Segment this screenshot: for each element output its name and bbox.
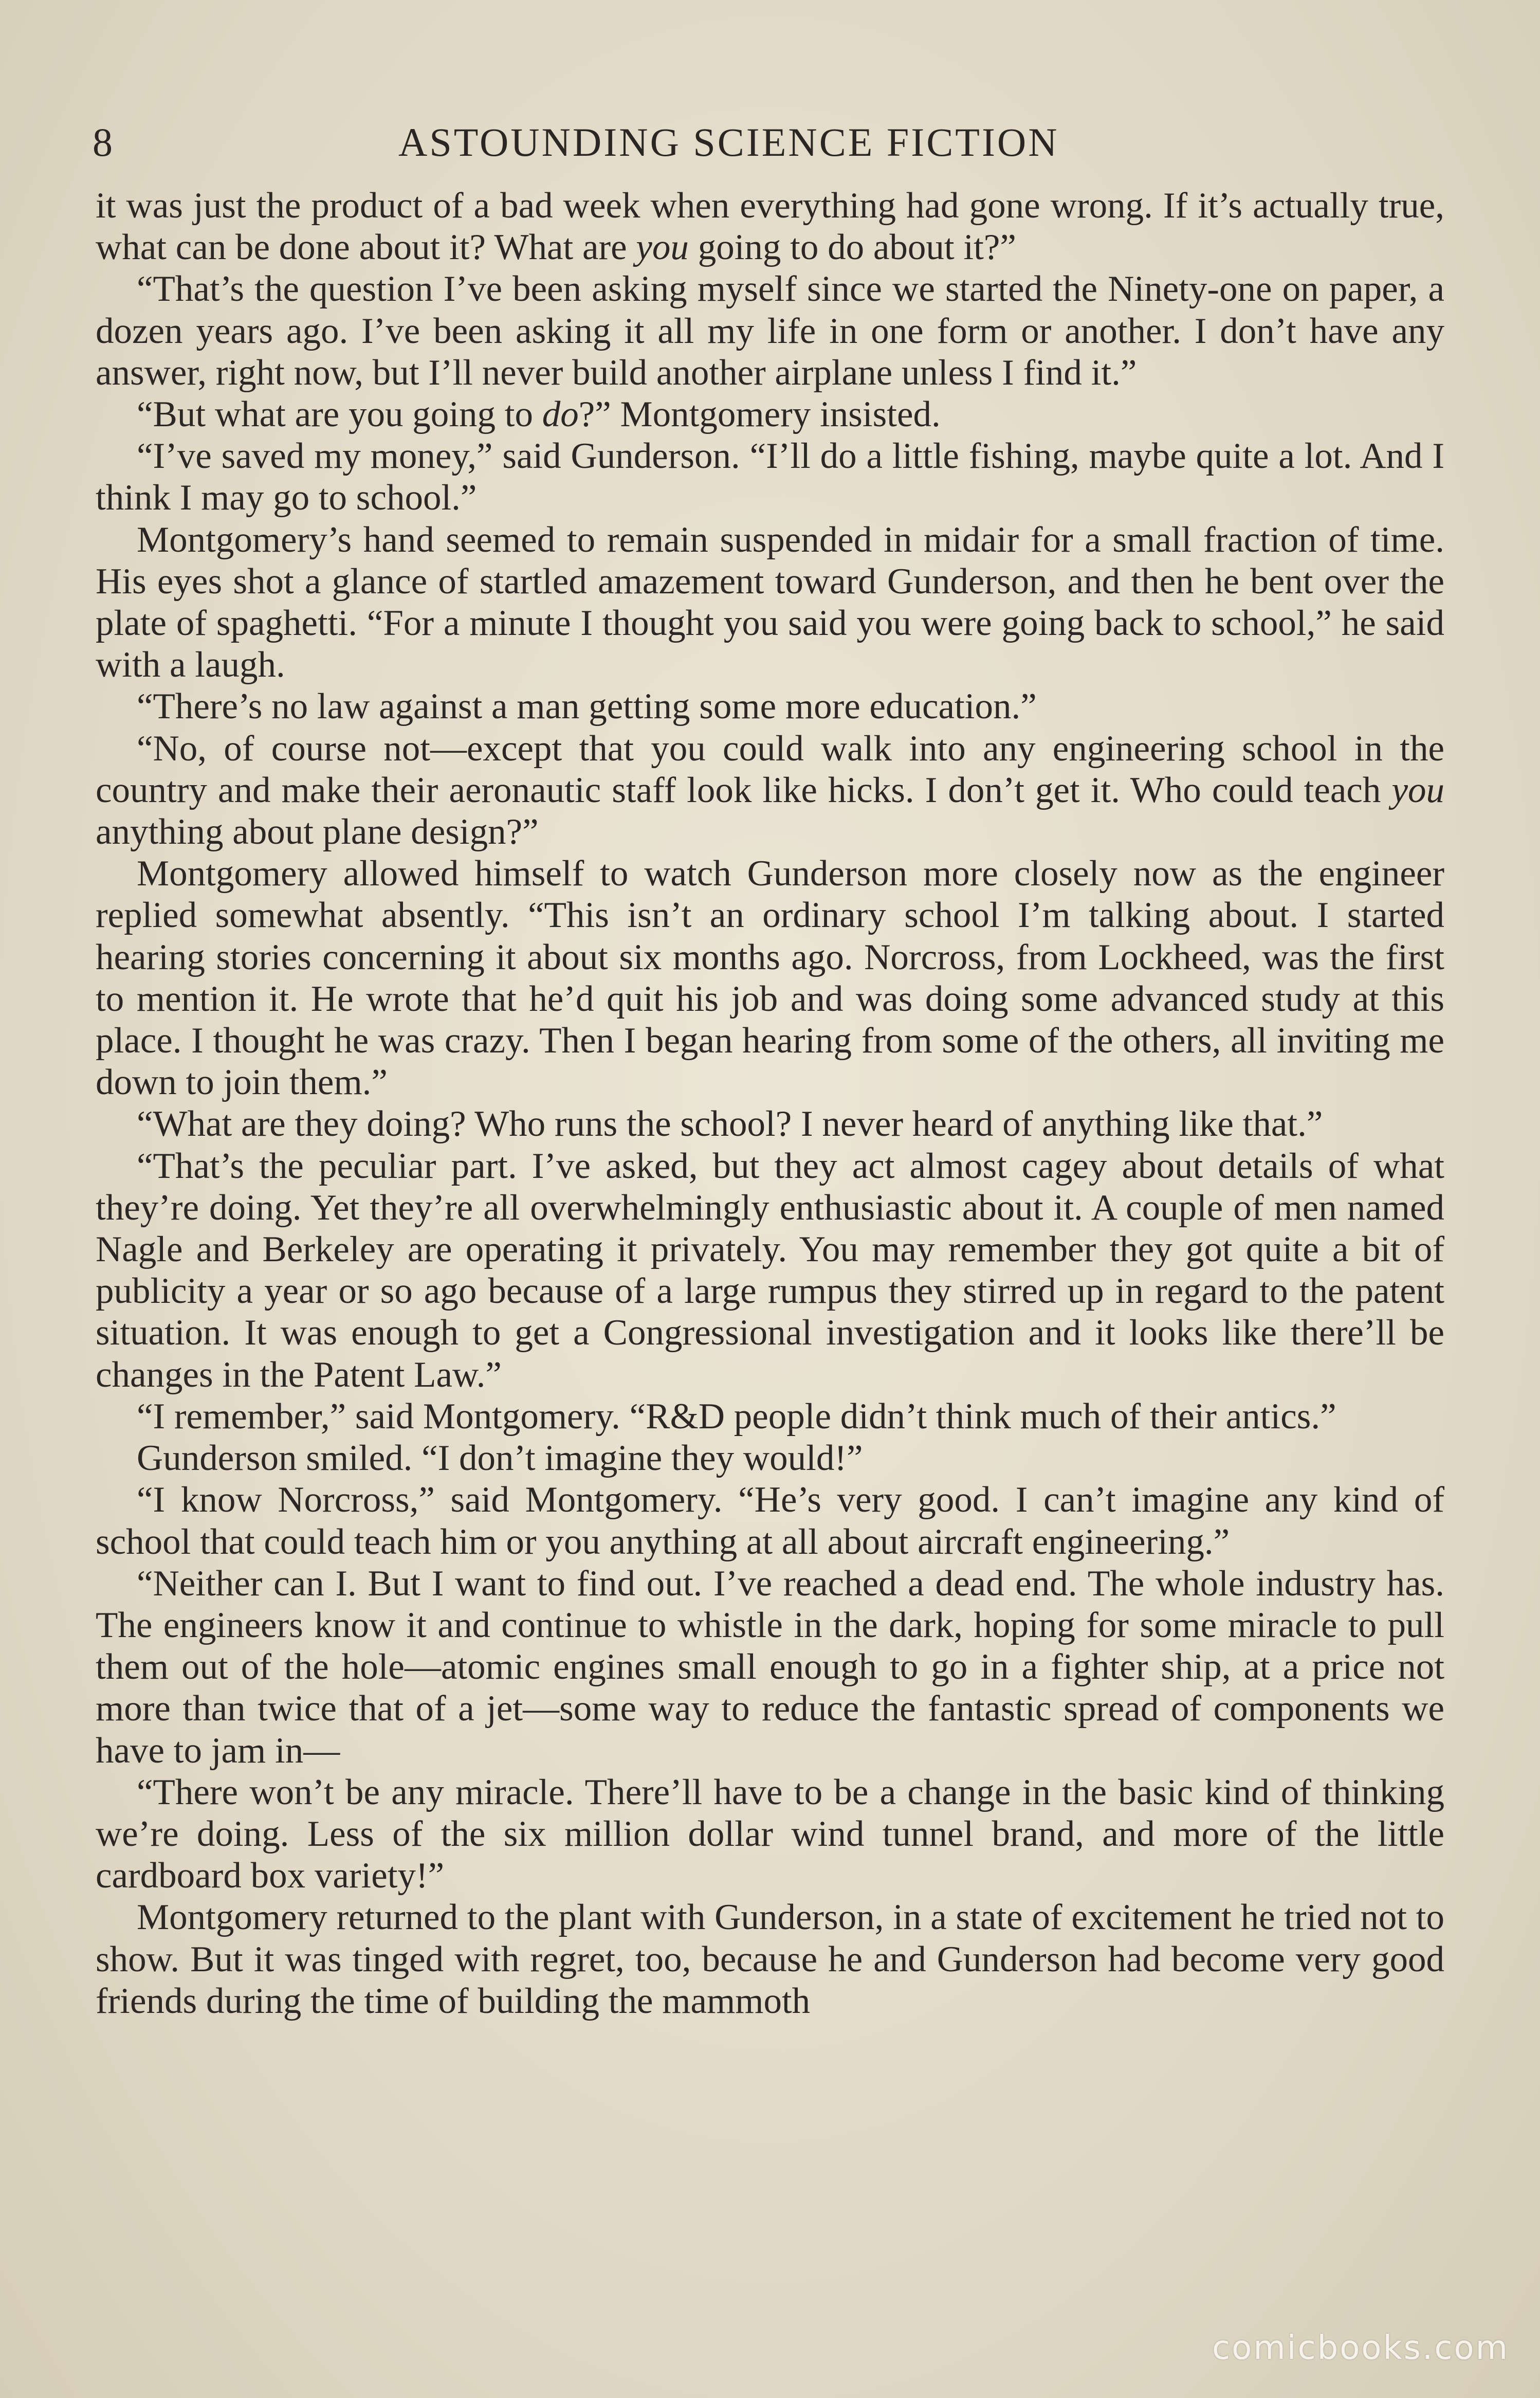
paragraph-text: “I remember,” said Montgomery. “R&D people didn’t think much of their antics.” bbox=[137, 1396, 1336, 1437]
story-paragraph bbox=[96, 1479, 1444, 1563]
emphasized-word: do bbox=[542, 394, 579, 435]
paragraph-text: Montgomery allowed himself to watch Gunderson more closely now as the engineer replied somewhat absently. “This isn’t an ordinary school I’m talking about. I started hearing stories concerning it about six months ago. Norcross, from Lockheed, was the first to mention it. He wrote that he’d quit his job and was doing some advanced study at this place. I thought he was crazy. Then I began hearing from some of the others, all inviting me down to join them.” bbox=[96, 853, 1444, 1103]
story-paragraph bbox=[96, 1897, 1444, 2022]
page-header bbox=[93, 109, 1450, 176]
paragraph-text: “There won’t be any miracle. There’ll have to be a change in the basic kind of thinking we’re doing. Less of the six million dollar wind tunnel brand, and more of the little cardboard box variety!” bbox=[96, 1772, 1444, 1896]
story-paragraph bbox=[96, 853, 1444, 1103]
paragraph-text: Gunderson smiled. “I don’t imagine they would!” bbox=[137, 1438, 863, 1479]
story-paragraph bbox=[96, 268, 1444, 394]
paragraph-text: “That’s the peculiar part. I’ve asked, but they act almost cagey about details of what they’re doing. Yet they’re all overwhelmingly enthusiastic about it. A couple of men named Nagle and Berkeley are operating it privately. You may remember they got quite a bit of publicity a year or so ago because of a large rumpus they stirred up in regard to the patent situation. It was enough to get a Congressional investigation and it looks like there’ll be changes in the Patent Law.” bbox=[96, 1146, 1444, 1395]
story-paragraph bbox=[96, 435, 1444, 519]
story-paragraph bbox=[96, 728, 1444, 853]
story-paragraph bbox=[96, 1146, 1444, 1396]
paragraph-text-continued: going to do about it?” bbox=[688, 227, 1016, 268]
story-paragraph bbox=[96, 1438, 1444, 1479]
story-paragraph bbox=[96, 394, 1444, 435]
paragraph-text: “There’s no law against a man getting some more education.” bbox=[137, 686, 1037, 727]
paragraph-text: Montgomery returned to the plant with Gunderson, in a state of excitement he tried not to show. But it was tinged with regret, too, because he and Gunderson had become very good friends during the time of building the mammoth bbox=[96, 1897, 1444, 2021]
emphasized-word: you bbox=[636, 227, 689, 268]
paragraph-text: “I’ve saved my money,” said Gunderson. “I’ll do a little fishing, maybe quite a lot. And I think I may go to school.” bbox=[96, 436, 1444, 518]
paragraph-text-continued: ?” Montgomery insisted. bbox=[578, 394, 941, 435]
story-paragraph bbox=[96, 1103, 1444, 1145]
paragraph-text: “I know Norcross,” said Montgomery. “He’s very good. I can’t imagine any kind of school that could teach him or you anything at all about aircraft engineering.” bbox=[96, 1480, 1444, 1562]
paragraph-text: Montgomery’s hand seemed to remain suspended in midair for a small fraction of time. His eyes shot a glance of startled amazement toward Gunderson, and then he bent over the plate of spaghetti. “For a minute I thought you said you were going back to school,” he said with a laugh. bbox=[96, 519, 1444, 685]
page-number: 8 bbox=[93, 120, 113, 165]
story-paragraph bbox=[96, 1563, 1444, 1772]
paragraph-text: “No, of course not—except that you could walk into any engineering school in the country and make their aeronautic staff look like hicks. I don’t get it. Who could teach bbox=[96, 728, 1444, 810]
story-text bbox=[96, 185, 1444, 2022]
paragraph-text: “But what are you going to bbox=[137, 394, 542, 435]
story-paragraph bbox=[96, 686, 1444, 728]
story-paragraph bbox=[96, 1772, 1444, 1897]
story-paragraph bbox=[96, 519, 1444, 686]
paragraph-text: “That’s the question I’ve been asking myself since we started the Ninety-one on paper, a dozen years ago. I’ve been asking it all my life in one form or another. I don’t have any answer, right now, but I’ll never build another airplane unless I find it.” bbox=[96, 269, 1444, 393]
emphasized-word: you bbox=[1391, 770, 1444, 810]
story-paragraph bbox=[96, 185, 1444, 268]
paragraph-text: “Neither can I. But I want to find out. I’ve reached a dead end. The whole industry has. The engineers know it and continue to whistle in the dark, hoping for some miracle to pull them out of the hole—atomic engines small enough to go in a fighter ship, at a price not more than twice that of a jet—some way to reduce the fantastic spread of components we have to jam in— bbox=[96, 1563, 1444, 1771]
story-paragraph bbox=[96, 1396, 1444, 1438]
paragraph-text-continued: anything about plane design?” bbox=[96, 812, 539, 852]
paragraph-text: “What are they doing? Who runs the school? I never heard of anything like that.” bbox=[137, 1104, 1323, 1145]
watermark-logo: comicbooks.com bbox=[1212, 2329, 1509, 2367]
paragraph-text: it was just the product of a bad week when everything had gone wrong. If it’s actually true, what can be done about it? What are bbox=[96, 186, 1444, 268]
running-title: ASTOUNDING SCIENCE FICTION bbox=[398, 120, 1059, 165]
